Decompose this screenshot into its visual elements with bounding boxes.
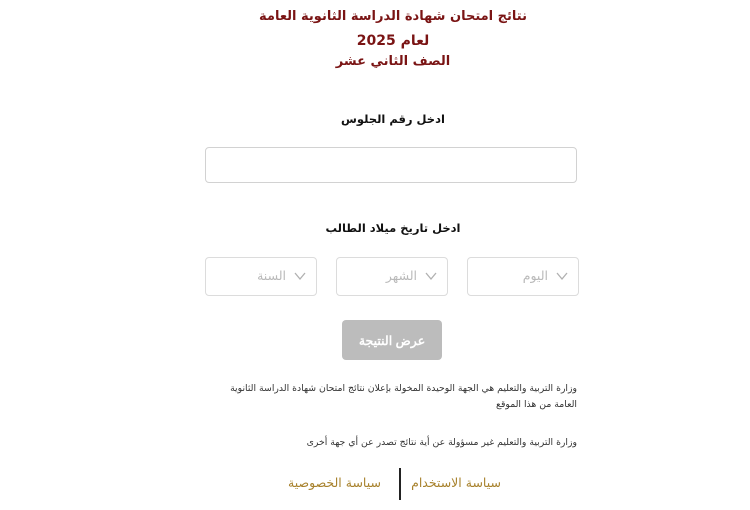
seat-number-label: ادخل رقم الجلوس [341,112,445,126]
month-select[interactable] [336,257,448,296]
chevron-down-icon [294,271,306,281]
privacy-policy-link[interactable]: سياسة الخصوصية [288,475,381,490]
results-form-panel [203,0,583,510]
chevron-down-icon [425,271,437,281]
exam-year: لعام 2025 [356,33,430,49]
month-select-placeholder: الشهر [385,268,417,283]
grade-level: الصف الثاني عشر [335,54,451,69]
footer-links [203,468,583,500]
day-select-placeholder: اليوم [522,268,548,283]
footer-divider [399,468,401,500]
birth-date-label: ادخل تاريخ ميلاد الطالب [325,221,461,235]
year-select[interactable] [205,257,317,296]
year-select-placeholder: السنة [257,268,286,283]
chevron-down-icon [556,271,568,281]
seat-number-input[interactable] [205,147,577,183]
usage-policy-link[interactable]: سياسة الاستخدام [411,475,501,490]
ministry-notice: وزارة التربية والتعليم هي الجهة الوحيدة المخولة بإعلان نتائج امتحان شهادة الدراسة الثانوية العامة من هذا الموقع [230,383,577,410]
day-select[interactable] [467,257,579,296]
disclaimer-notice: وزارة التربية والتعليم غير مسؤولة عن أية نتائج تصدر عن أي جهة أخرى [306,437,577,448]
page-title: نتائج امتحان شهادة الدراسة الثانوية العامة [259,9,527,24]
show-result-button[interactable]: عرض النتيجة [342,320,442,360]
